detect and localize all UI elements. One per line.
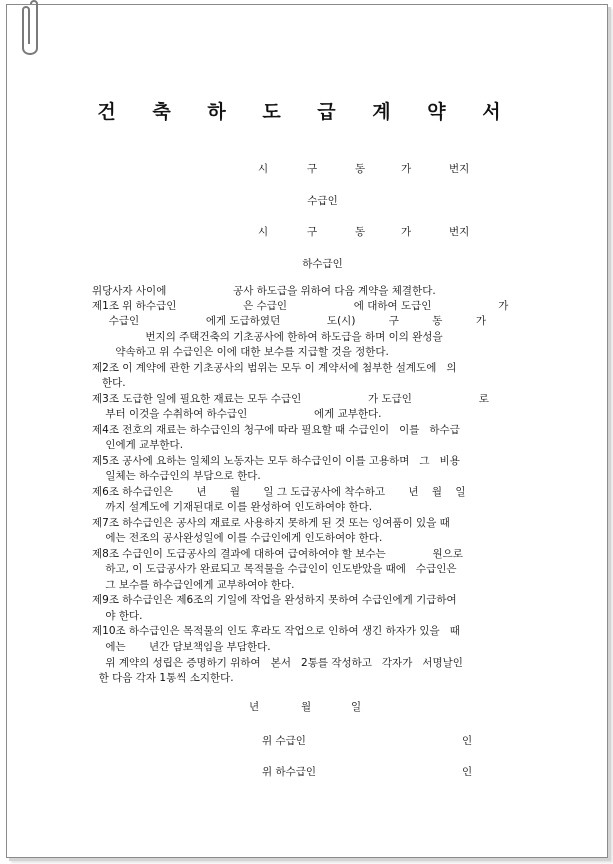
year-label: 년: [249, 701, 260, 713]
body-line: 인에게 교부한다.: [92, 439, 184, 451]
body-line: 수급인 에게 도급하였던 도(시) 구 동 가: [92, 315, 486, 327]
contractor-signature-label: 위 수급인: [262, 735, 306, 747]
body-line: 제7조 하수급인은 공사의 재료로 사용하지 못하게 된 것 또는 잉여품이 있을 때: [92, 517, 450, 529]
body-line: 부터 이것을 수취하여 하수급인 에게 교부한다.: [92, 408, 382, 420]
dong-label: 동: [355, 163, 366, 175]
body-line: 하고, 이 도급공사가 완료되고 목적물을 수급인이 인도받았을 때에 수급인은: [92, 563, 457, 575]
subcontractor-seal: 인: [462, 766, 473, 778]
body-line: 위 계약의 성립은 증명하기 위하여 본서 2통를 작성하고 각자가 서명날인: [92, 657, 463, 669]
subcontractor-label: 하수급인: [302, 258, 343, 270]
body-line: 제1조 위 하수급인 은 수급인 에 대하여 도급인 가: [92, 300, 509, 312]
body-line: 일체는 하수급인의 부담으로 한다.: [92, 470, 261, 482]
body-line: 에는 전조의 공사완성일에 이를 수급인에게 인도하여야 한다.: [92, 532, 383, 544]
contractor-label: 수급인: [307, 195, 338, 207]
day-label: 일: [351, 701, 362, 713]
body-line: 제8조 수급인이 도급공사의 결과에 대하여 급여하여야 할 보수는 원으로: [92, 548, 463, 560]
month-label: 월: [301, 701, 312, 713]
body-line: 제6조 하수급인은 년 월 일 그 도급공사에 착수하고 년 월 일: [92, 486, 466, 498]
lot-label: 번지: [449, 163, 470, 175]
contractor-seal: 인: [462, 735, 473, 747]
city-label: 시: [258, 163, 269, 175]
body-line: 까지 설계도에 기재된대로 이를 완성하여 인도하여야 한다.: [92, 501, 373, 513]
paperclip-icon: [13, 0, 43, 60]
body-line: 약속하고 위 수급인은 이에 대한 보수를 지급할 것을 정한다.: [92, 346, 389, 358]
document-title: 건 축 하 도 급 계 약 서: [97, 101, 516, 123]
body-line: 제2조 이 계약에 관한 기초공사의 범위는 모두 이 계약서에 첨부한 설계도에 의: [92, 362, 457, 374]
body-line: 제3조 도급한 일에 필요한 재료는 모두 수급인 가 도급인 로: [92, 393, 489, 405]
body-line: 위당사자 사이에 공사 하도급을 위하여 다음 계약을 체결한다.: [92, 285, 436, 297]
lot-label: 번지: [449, 226, 470, 238]
subcontractor-signature-label: 위 하수급인: [262, 766, 317, 778]
body-line: 야 한다.: [92, 610, 143, 622]
street-label: 가: [401, 163, 412, 175]
body-line: 제9조 하수급인은 제6조의 기일에 작업을 완성하지 못하여 수급인에게 기급하여: [92, 594, 457, 606]
body-line: 에는 년간 담보책임을 부담한다.: [92, 641, 271, 653]
body-line: 제4조 전호의 재료는 하수급인의 청구에 따라 필요할 때 수급인이 이를 하수급: [92, 424, 460, 436]
street-label: 가: [401, 226, 412, 238]
city-label: 시: [258, 226, 269, 238]
body-line: 제10조 하수급인은 목적물의 인도 후라도 작업으로 인하여 생긴 하자가 있을 때: [92, 625, 460, 637]
body-line: 그 보수를 하수급인에게 교부하여야 한다.: [92, 579, 295, 591]
district-label: 구: [307, 226, 318, 238]
body-line: 제5조 공사에 요하는 일체의 노동자는 모두 하수급인이 이를 고용하며 그 비용: [92, 455, 460, 467]
body-line: 한다.: [92, 377, 126, 389]
body-line: 번지의 주택건축의 기초공사에 한하여 하도급을 하며 이의 완성을: [92, 331, 443, 343]
district-label: 구: [307, 163, 318, 175]
dong-label: 동: [355, 226, 366, 238]
body-line: 한 다음 각자 1통씩 소지한다.: [92, 672, 234, 684]
